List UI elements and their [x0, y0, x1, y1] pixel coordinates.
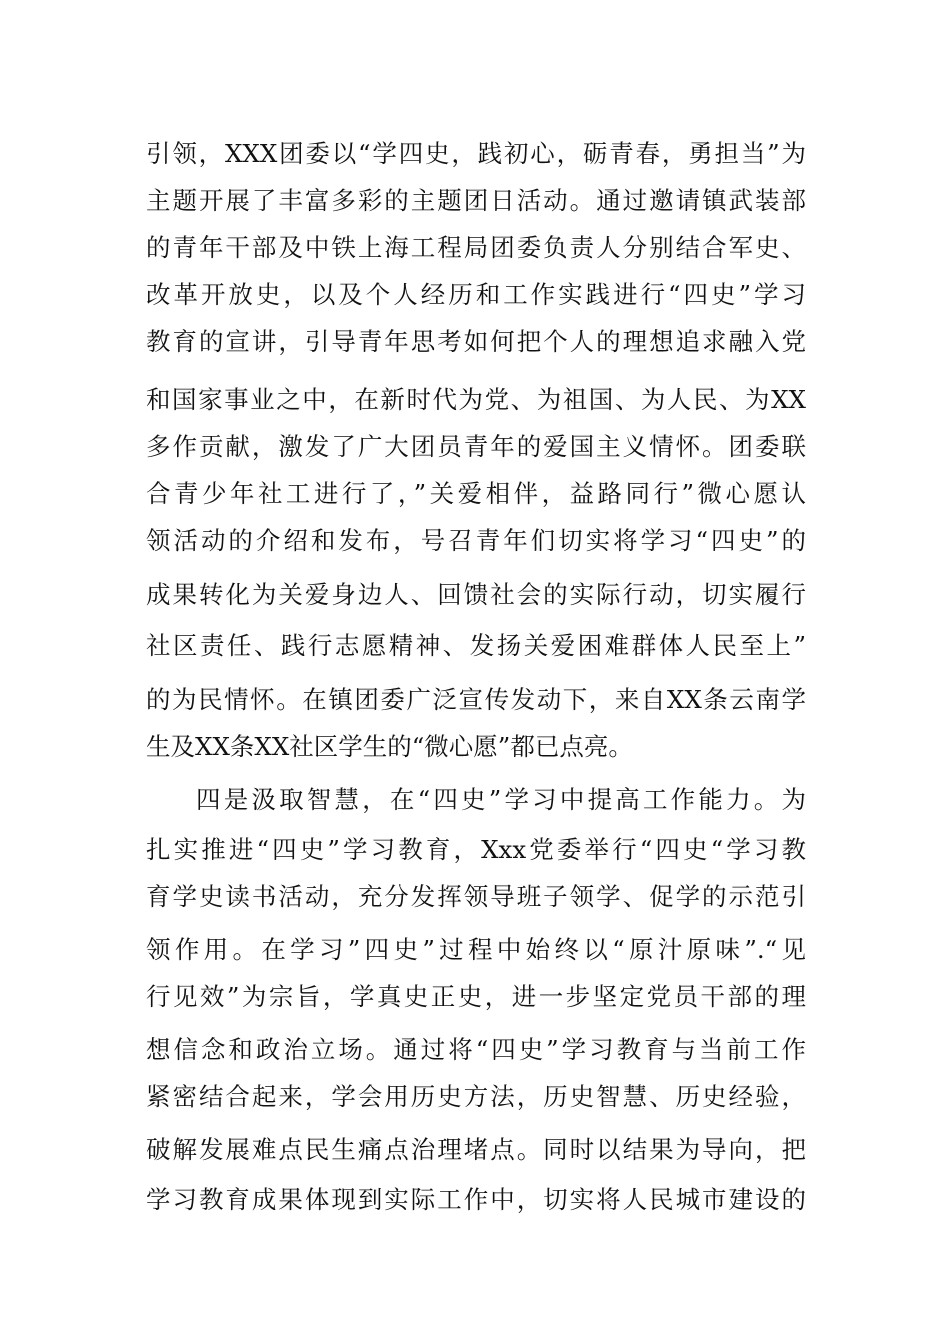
text-line: 领活动的介绍和发布，号召青年们切实将学习“四史”的 — [146, 526, 806, 555]
text-line: 生及XX条XX社区学生的“微心愿”都已点亮。 — [146, 732, 633, 761]
text-line: 紧密结合起来，学会用历史方法，历史智慧、历史经验， — [146, 1082, 806, 1111]
text-line: 扎实推进“四史”学习教育，Xxx党委举行“四史“学习教 — [146, 835, 806, 864]
text-line: 想信念和政治立场。通过将“四史”学习教育与当前工作 — [146, 1035, 806, 1064]
text-line: 学习教育成果体现到实际工作中，切实将人民城市建设的 — [146, 1185, 806, 1214]
text-line: 行见效”为宗旨，学真史正史，进一步坚定党员干部的理 — [146, 982, 806, 1011]
text-line: 领作用。在学习”四史”过程中始终以“原汁原味”.“见 — [146, 935, 806, 964]
paragraph-first-line: 四是汲取智慧，在“四史”学习中提高工作能力。为 — [196, 785, 806, 814]
text-line: 主题开展了丰富多彩的主题团日活动。通过邀请镇武装部 — [146, 186, 806, 215]
text-line: 社区责任、践行志愿精神、发扬关爱困难群体人民至上” — [146, 631, 806, 660]
text-line: 破解发展难点民生痛点治理堵点。同时以结果为导向，把 — [146, 1135, 806, 1164]
text-line: 育学史读书活动，充分发挥领导班子领学、促学的示范引 — [146, 882, 806, 911]
text-line: 多作贡献，激发了广大团员青年的爱国主义情怀。团委联 — [146, 432, 806, 461]
text-line: 和国家事业之中，在新时代为党、为祖国、为人民、为XX — [146, 385, 806, 414]
text-line: 教育的宣讲，引导青年思考如何把个人的理想追求融入党 — [146, 327, 806, 356]
text-line: 引领，XXX团委以“学四史，践初心，砺青春，勇担当”为 — [146, 139, 806, 168]
text-line: 的青年干部及中铁上海工程局团委负责人分别结合军史、 — [146, 233, 806, 262]
text-line: 改革开放史，以及个人经历和工作实践进行“四史”学习 — [146, 280, 806, 309]
text-line: 的为民情怀。在镇团委广泛宣传发动下，来自XX条云南学 — [146, 685, 806, 714]
text-line: 成果转化为关爱身边人、回馈社会的实际行动，切实履行 — [146, 580, 806, 609]
text-line: 合青少年社工进行了，”关爱相伴，益路同行”微心愿认 — [146, 479, 806, 508]
